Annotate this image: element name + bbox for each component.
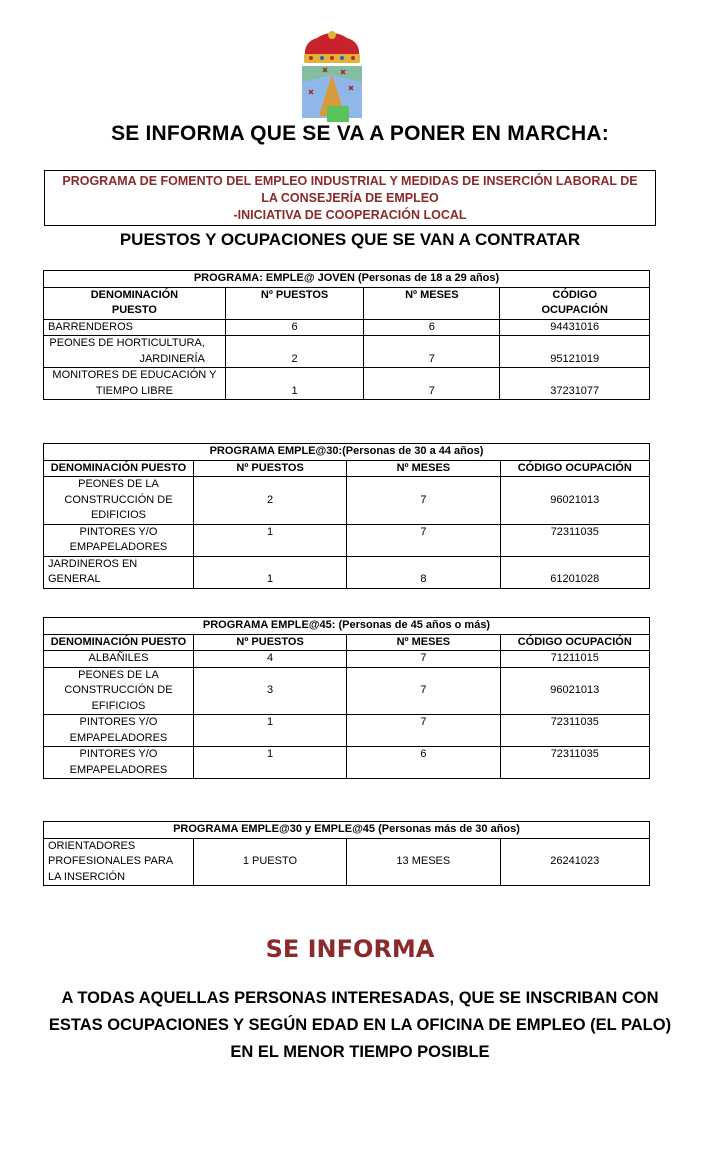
table-row [44,524,650,556]
table-row [44,838,650,886]
cell-codigo: 26241023 [500,838,649,886]
cell-puesto: JARDINEROS EN GENERAL [44,556,194,588]
table-emple-45 [43,617,650,779]
section-subtitle: PUESTOS Y OCUPACIONES QUE SE VAN A CONTRATAR [119,230,581,249]
cell-puesto: PEONES DE LA CONSTRUCCIÓN DE EFIFICIOS [44,667,194,715]
table-row [44,368,650,400]
cell-meses: 6 [364,319,500,336]
cell-meses: 7 [347,667,500,715]
cell-puesto: BARRENDEROS [44,319,226,336]
program-line-2: LA CONSEJERÍA DE EMPLEO [261,191,439,205]
table-emple-30-45 [43,821,650,886]
cell-puesto: ORIENTADORES PROFESIONALES PARA LA INSERCIÓN [44,838,194,886]
cell-puesto: PEONES DE LA CONSTRUCCIÓN DE EDIFICIOS [44,477,194,525]
cell-codigo: 96021013 [500,667,650,715]
page-title: SE INFORMA QUE SE VA A PONER EN MARCHA: [111,122,609,145]
cell-codigo: 95121019 [500,336,650,368]
table-row [44,336,650,368]
cell-meses: 7 [347,651,500,668]
cell-puestos: 2 [193,477,346,525]
column-header: DENOMINACIÓN PUESTO [44,634,194,651]
cell-meses: 7 [364,368,500,400]
cell-codigo: 94431016 [500,319,650,336]
cell-puesto: PEONES DE HORTICULTURA, JARDINERÍA [44,336,226,368]
cell-puestos: 2 [225,336,363,368]
column-header: Nº MESES [347,634,500,651]
table-title: PROGRAMA EMPLE@45: (Personas de 45 años o más) [44,618,650,635]
cell-meses: 7 [347,477,500,525]
cell-codigo: 72311035 [500,715,650,747]
column-header: CÓDIGO OCUPACIÓN [500,634,650,651]
table-emple-30 [43,443,650,589]
column-header: Nº PUESTOS [225,287,363,319]
cell-puestos: 6 [225,319,363,336]
program-line-1: PROGRAMA DE FOMENTO DEL EMPLEO INDUSTRIAL Y MEDIDAS DE INSERCIÓN LABORAL DE [62,174,638,188]
column-header: CÓDIGO OCUPACIÓN [500,460,650,477]
se-informa-heading: SE INFORMA [265,935,435,963]
cell-codigo: 61201028 [500,556,650,588]
cell-meses: 8 [347,556,500,588]
cell-puestos: 4 [193,651,346,668]
footer-notice: A TODAS AQUELLAS PERSONAS INTERESADAS, QUE SE INSCRIBAN CON ESTAS OCUPACIONES Y SEGÚN EDAD EN LA OFICINA DE EMPLEO (EL PALO) EN EL MENOR TIEMPO POSIBLE [48,989,672,1061]
cell-puestos: 1 [193,556,346,588]
cell-puestos: 1 [193,524,346,556]
table-row [44,319,650,336]
cell-codigo: 96021013 [500,477,650,525]
cell-puestos: 1 [193,747,346,779]
column-header: DENOMINACIÓN PUESTO [44,460,194,477]
table-title: PROGRAMA EMPLE@30:(Personas de 30 a 44 años) [44,444,650,461]
table-row [44,477,650,525]
table-row [44,556,650,588]
cell-meses: 6 [347,747,500,779]
program-description-box [44,170,656,226]
cell-codigo: 37231077 [500,368,650,400]
cell-puesto: PINTORES Y/O EMPAPELADORES [44,524,194,556]
table-title: PROGRAMA: EMPLE@ JOVEN (Personas de 18 a 29 años) [44,271,650,288]
cell-codigo: 71211015 [500,651,650,668]
cell-meses: 7 [347,715,500,747]
program-line-3: -INICIATIVA DE COOPERACIÓN LOCAL [233,208,467,222]
column-header: Nº PUESTOS [193,460,346,477]
table-row [44,651,650,668]
table-emple-joven [43,270,650,400]
table-row [44,715,650,747]
cell-meses: 7 [364,336,500,368]
column-header: CÓDIGO OCUPACIÓN [500,287,650,319]
table-row [44,747,650,779]
cell-codigo: 72311035 [500,747,650,779]
cell-puesto: PINTORES Y/O EMPAPELADORES [44,715,194,747]
cell-puestos: 3 [193,667,346,715]
cell-meses: 13 MESES [347,838,500,886]
column-header: Nº PUESTOS [193,634,346,651]
cell-puesto: PINTORES Y/O EMPAPELADORES [44,747,194,779]
column-header: DENOMINACIÓN PUESTO [44,287,226,319]
cell-meses: 7 [347,524,500,556]
table-row [44,667,650,715]
cell-puesto: MONITORES DE EDUCACIÓN Y TIEMPO LIBRE [44,368,226,400]
cell-puestos: 1 [193,715,346,747]
column-header: Nº MESES [347,460,500,477]
cell-puestos: 1 PUESTO [193,838,346,886]
table-title: PROGRAMA EMPLE@30 y EMPLE@45 (Personas más de 30 años) [44,822,650,839]
cell-codigo: 72311035 [500,524,650,556]
cell-puesto: ALBAÑILES [44,651,194,668]
cell-puestos: 1 [225,368,363,400]
coat-of-arms-icon [297,30,367,122]
column-header: Nº MESES [364,287,500,319]
